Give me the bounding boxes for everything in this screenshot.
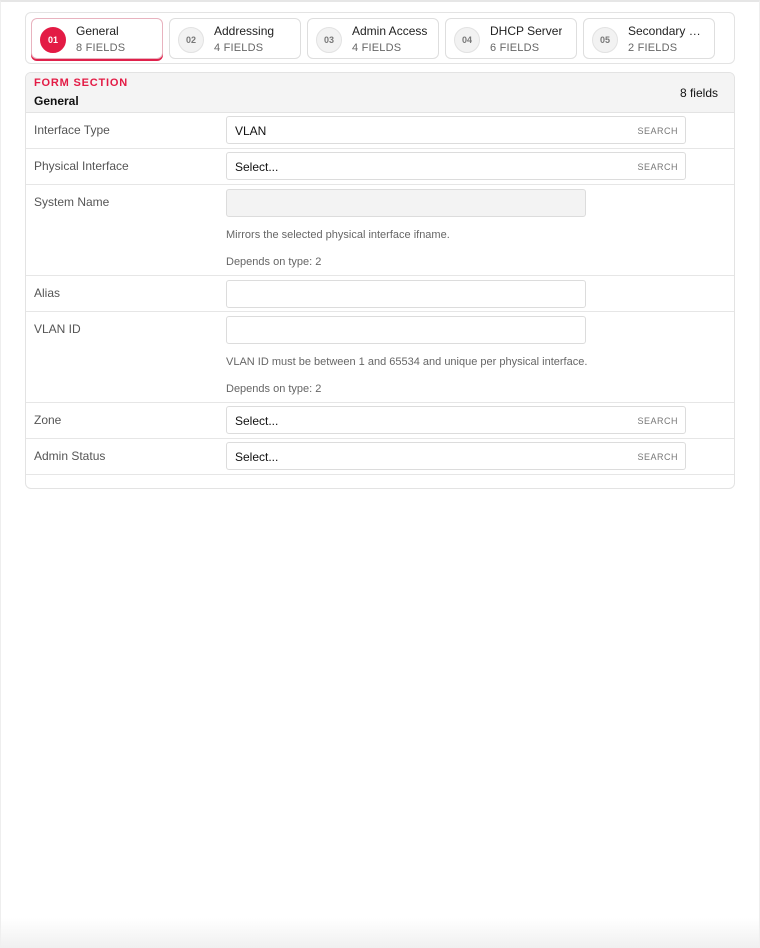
field-dependency-note: Depends on type: 2 [226, 383, 322, 395]
select-value: Select... [235, 450, 279, 464]
tab-general[interactable] [31, 18, 163, 59]
tab-number-badge: 01 [40, 27, 66, 53]
tab-number-badge: 02 [178, 27, 204, 53]
section-tabs [25, 12, 735, 64]
field-row-physical-interface [26, 149, 734, 185]
system-name-input[interactable] [226, 189, 586, 217]
bottom-shade [0, 918, 760, 948]
tab-label: Secondary … [628, 24, 701, 38]
section-header [26, 73, 734, 113]
zone-select[interactable] [226, 406, 686, 434]
field-label: System Name [34, 195, 110, 209]
tab-admin-access[interactable] [307, 18, 439, 59]
field-row-alias [26, 276, 734, 312]
field-dependency-note: Depends on type: 2 [226, 256, 322, 268]
field-label: Admin Status [34, 449, 106, 463]
tab-addressing[interactable] [169, 18, 301, 59]
field-label: Interface Type [34, 123, 110, 137]
tab-field-count: 4 FIELDS [214, 42, 264, 54]
field-row-admin-status [26, 439, 734, 475]
physical-interface-select[interactable] [226, 152, 686, 180]
search-hint: SEARCH [637, 126, 678, 136]
form-section-general [25, 72, 735, 489]
tab-field-count: 6 FIELDS [490, 42, 540, 54]
tab-field-count: 2 FIELDS [628, 42, 678, 54]
field-label: VLAN ID [34, 322, 81, 336]
tab-secondary[interactable] [583, 18, 715, 59]
search-hint: SEARCH [637, 452, 678, 462]
search-hint: SEARCH [637, 416, 678, 426]
field-row-zone [26, 403, 734, 439]
tab-field-count: 4 FIELDS [352, 42, 402, 54]
tab-field-count: 8 FIELDS [76, 42, 126, 54]
tab-label: General [76, 24, 119, 38]
tab-label: DHCP Server [490, 24, 563, 38]
search-hint: SEARCH [637, 162, 678, 172]
tab-number-badge: 04 [454, 27, 480, 53]
field-help-text: Mirrors the selected physical interface ifname. [226, 229, 450, 241]
field-help-text: VLAN ID must be between 1 and 65534 and unique per physical interface. [226, 356, 588, 368]
field-label: Physical Interface [34, 159, 129, 173]
alias-input[interactable] [226, 280, 586, 308]
interface-type-select[interactable] [226, 116, 686, 144]
field-label: Alias [34, 286, 61, 300]
select-value: Select... [235, 160, 279, 174]
field-row-interface-type [26, 113, 734, 149]
select-value: Select... [235, 414, 279, 428]
section-title: General [34, 94, 79, 108]
field-label: Zone [34, 413, 62, 427]
section-eyebrow: FORM SECTION [34, 77, 128, 89]
tab-number-badge: 05 [592, 27, 618, 53]
admin-status-select[interactable] [226, 442, 686, 470]
tab-dhcp-server[interactable] [445, 18, 577, 59]
tab-label: Addressing [214, 24, 275, 38]
tab-label: Admin Access [352, 24, 428, 38]
vlan-id-input[interactable] [226, 316, 586, 344]
field-row-vlan-id [26, 312, 734, 403]
select-value: VLAN [235, 124, 267, 138]
section-field-count: 8 fields [679, 86, 718, 100]
tab-number-badge: 03 [316, 27, 342, 53]
field-row-system-name [26, 185, 734, 276]
